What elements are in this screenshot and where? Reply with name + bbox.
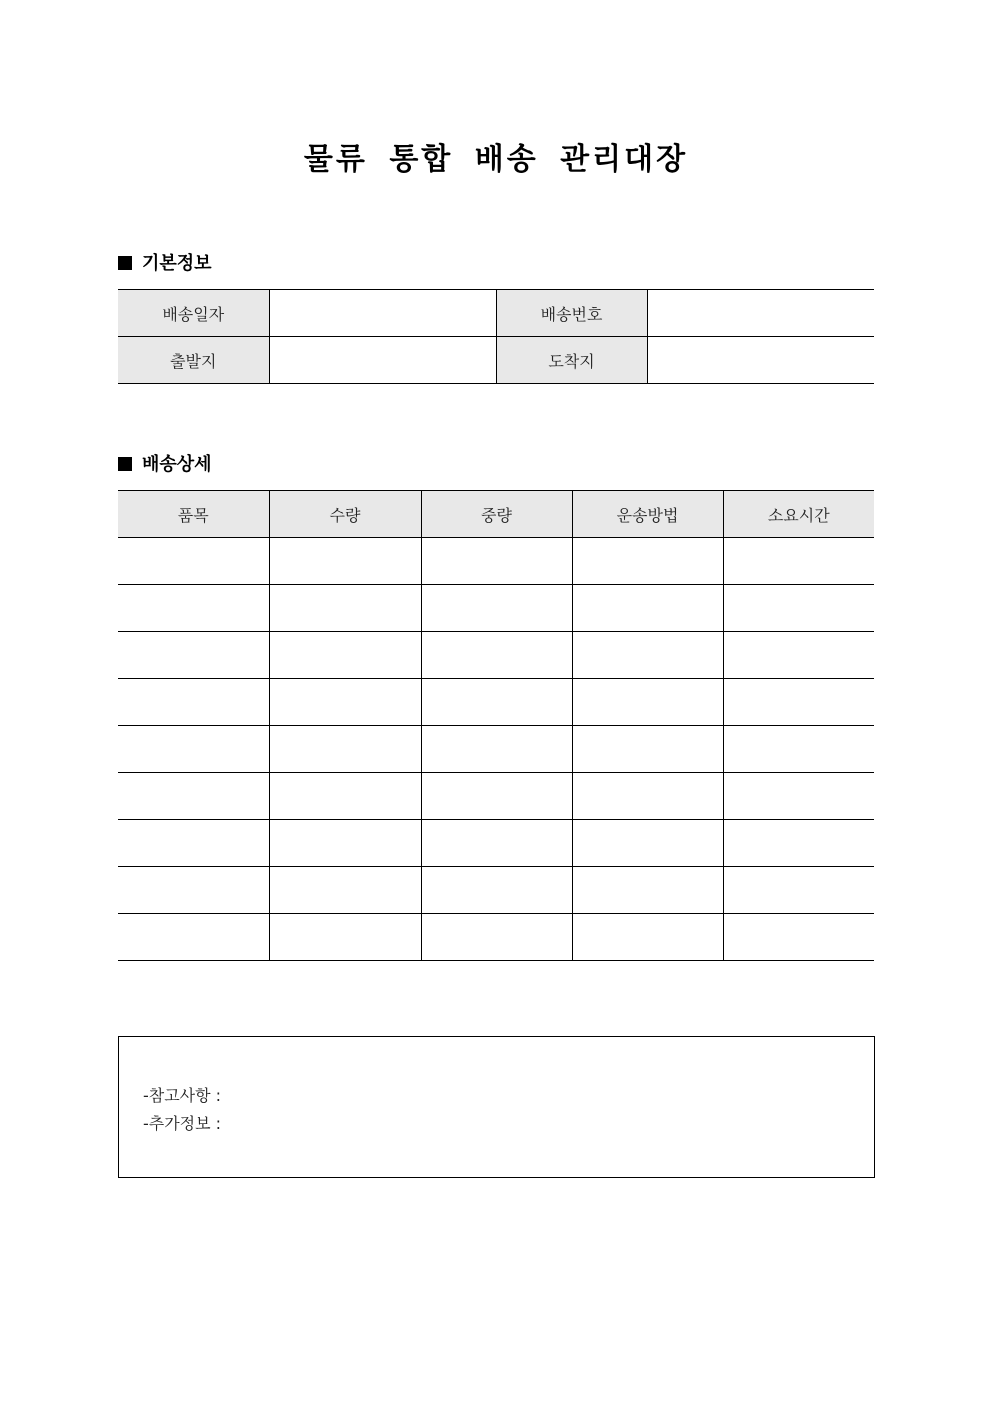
column-header-item: 품목: [118, 491, 269, 538]
origin-field[interactable]: [269, 337, 496, 384]
table-cell[interactable]: [269, 679, 421, 726]
table-cell[interactable]: [572, 914, 723, 961]
table-row: [118, 337, 874, 384]
table-cell[interactable]: [421, 679, 572, 726]
basic-info-table: [118, 289, 874, 384]
table-cell[interactable]: [723, 538, 874, 585]
table-cell[interactable]: [723, 820, 874, 867]
delivery-detail-heading: [118, 453, 212, 477]
table-cell[interactable]: [572, 585, 723, 632]
table-cell[interactable]: [269, 585, 421, 632]
table-cell[interactable]: [421, 820, 572, 867]
table-cell[interactable]: [269, 632, 421, 679]
delivery-date-label: 배송일자: [118, 290, 269, 337]
table-cell[interactable]: [572, 773, 723, 820]
table-cell[interactable]: [118, 726, 269, 773]
table-cell[interactable]: [572, 538, 723, 585]
table-cell[interactable]: [723, 773, 874, 820]
table-row: [118, 585, 874, 632]
table-cell[interactable]: [118, 914, 269, 961]
table-cell[interactable]: [118, 867, 269, 914]
table-cell[interactable]: [421, 726, 572, 773]
delivery-number-field[interactable]: [647, 290, 874, 337]
table-cell[interactable]: [723, 585, 874, 632]
table-cell[interactable]: [118, 632, 269, 679]
table-row: [118, 538, 874, 585]
page-title: 물류 통합 배송 관리대장: [303, 142, 689, 177]
black-square-icon: [118, 457, 132, 471]
additional-info-note: [143, 1111, 221, 1134]
origin-label: 출발지: [118, 337, 269, 384]
table-cell[interactable]: [572, 820, 723, 867]
reference-note: [143, 1083, 221, 1106]
table-cell[interactable]: [421, 585, 572, 632]
table-cell[interactable]: [118, 679, 269, 726]
table-cell[interactable]: [572, 632, 723, 679]
table-row: [118, 773, 874, 820]
destination-field[interactable]: [647, 337, 874, 384]
column-header-duration: 소요시간: [723, 491, 874, 538]
basic-info-heading: [118, 252, 212, 276]
notes-box: [118, 1036, 875, 1178]
column-header-quantity: 수량: [269, 491, 421, 538]
table-cell[interactable]: [269, 726, 421, 773]
table-cell[interactable]: [723, 867, 874, 914]
column-header-transport-method: 운송방법: [572, 491, 723, 538]
table-cell[interactable]: [118, 585, 269, 632]
table-cell[interactable]: [421, 914, 572, 961]
table-row: [118, 679, 874, 726]
table-cell[interactable]: [118, 773, 269, 820]
table-cell[interactable]: [572, 679, 723, 726]
table-cell[interactable]: [572, 726, 723, 773]
table-cell[interactable]: [118, 820, 269, 867]
table-cell[interactable]: [421, 538, 572, 585]
black-square-icon: [118, 256, 132, 270]
reference-label: -참고사항 :: [143, 1086, 222, 1105]
table-cell[interactable]: [269, 914, 421, 961]
table-cell[interactable]: [723, 914, 874, 961]
table-cell[interactable]: [723, 679, 874, 726]
destination-label: 도착지: [496, 337, 647, 384]
table-cell[interactable]: [421, 773, 572, 820]
basic-info-heading-text: 기본정보: [142, 253, 212, 274]
table-cell[interactable]: [269, 867, 421, 914]
column-header-weight: 중량: [421, 491, 572, 538]
additional-info-label: -추가정보 :: [143, 1114, 222, 1133]
table-cell[interactable]: [269, 538, 421, 585]
table-row: [118, 632, 874, 679]
table-row: [118, 867, 874, 914]
table-row: [118, 726, 874, 773]
delivery-date-field[interactable]: [269, 290, 496, 337]
table-cell[interactable]: [118, 538, 269, 585]
delivery-detail-heading-text: 배송상세: [142, 454, 212, 475]
table-cell[interactable]: [421, 867, 572, 914]
table-cell[interactable]: [572, 867, 723, 914]
table-header-row: [118, 491, 874, 538]
table-cell[interactable]: [421, 632, 572, 679]
table-cell[interactable]: [723, 632, 874, 679]
table-row: [118, 820, 874, 867]
table-cell[interactable]: [269, 773, 421, 820]
table-row: [118, 914, 874, 961]
table-cell[interactable]: [269, 820, 421, 867]
delivery-number-label: 배송번호: [496, 290, 647, 337]
table-row: [118, 290, 874, 337]
delivery-detail-table: [118, 490, 874, 961]
table-cell[interactable]: [723, 726, 874, 773]
